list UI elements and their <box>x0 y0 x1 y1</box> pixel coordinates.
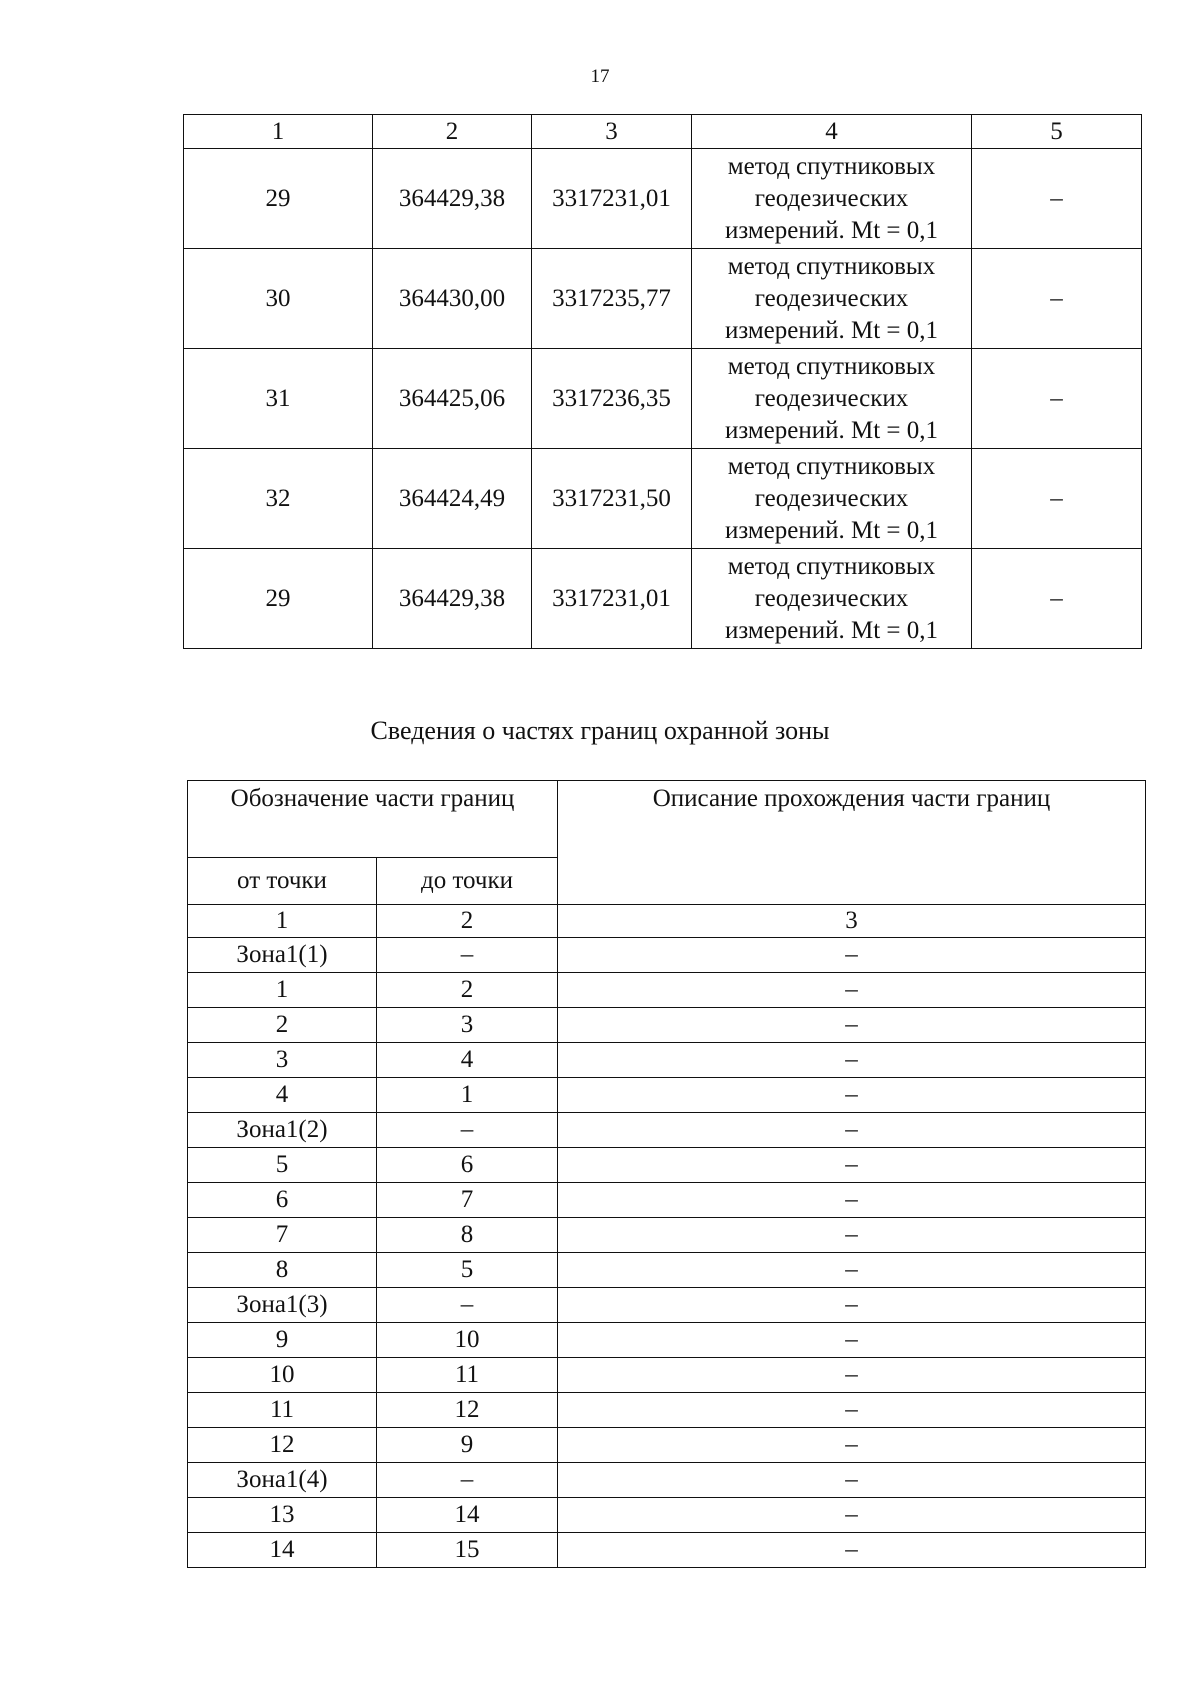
x-coordinate: 364424,49 <box>373 449 532 549</box>
to-point-cell: 8 <box>377 1218 558 1253</box>
column-number-1: 1 <box>184 115 373 149</box>
to-point-cell: 1 <box>377 1078 558 1113</box>
note-cell: – <box>972 449 1142 549</box>
from-point-cell: 3 <box>188 1043 377 1078</box>
table-row <box>188 1253 1146 1288</box>
table-row <box>188 1533 1146 1568</box>
parts-table-body <box>188 938 1146 1568</box>
to-point-cell: 4 <box>377 1043 558 1078</box>
table-row <box>188 1183 1146 1218</box>
to-point-cell: – <box>377 1288 558 1323</box>
to-point-cell: – <box>377 1113 558 1148</box>
description-cell: – <box>558 973 1146 1008</box>
from-point-cell: 6 <box>188 1183 377 1218</box>
method-line: геодезических <box>754 184 909 212</box>
method-line: метод спутниковых <box>727 352 936 380</box>
point-number: 30 <box>184 249 373 349</box>
designation-header: Обозначение части границ <box>188 781 558 858</box>
boundary-parts-table <box>187 780 1146 1568</box>
to-point-cell: 11 <box>377 1358 558 1393</box>
from-point-cell: 1 <box>188 973 377 1008</box>
from-point-cell: 5 <box>188 1148 377 1183</box>
method-line: измерений. Mt = 0,1 <box>724 216 939 244</box>
y-coordinate: 3317236,35 <box>532 349 692 449</box>
method-cell <box>692 149 972 249</box>
coordinates-table <box>183 114 1142 649</box>
description-cell: – <box>558 1253 1146 1288</box>
table-row <box>184 449 1142 549</box>
table-row <box>184 549 1142 649</box>
method-cell <box>692 349 972 449</box>
from-point-cell: Зона1(4) <box>188 1463 377 1498</box>
x-coordinate: 364425,06 <box>373 349 532 449</box>
to-point-cell: 15 <box>377 1533 558 1568</box>
column-number-4: 4 <box>692 115 972 149</box>
table-row <box>188 1463 1146 1498</box>
description-cell: – <box>558 1323 1146 1358</box>
method-line: метод спутниковых <box>727 152 936 180</box>
to-point-cell: 10 <box>377 1323 558 1358</box>
table-row <box>188 1288 1146 1323</box>
method-line: геодезических <box>754 384 909 412</box>
description-cell: – <box>558 1498 1146 1533</box>
method-cell <box>692 549 972 649</box>
description-cell: – <box>558 1183 1146 1218</box>
table-row <box>188 1148 1146 1183</box>
description-cell: – <box>558 938 1146 973</box>
column-numbers-row <box>188 905 1146 938</box>
description-cell: – <box>558 1288 1146 1323</box>
from-point-header: от точки <box>188 858 377 905</box>
table-row <box>184 149 1142 249</box>
from-point-cell: 9 <box>188 1323 377 1358</box>
from-point-cell: Зона1(1) <box>188 938 377 973</box>
description-cell: – <box>558 1113 1146 1148</box>
description-cell: – <box>558 1078 1146 1113</box>
table-row <box>188 1428 1146 1463</box>
method-line: геодезических <box>754 484 909 512</box>
from-point-cell: 12 <box>188 1428 377 1463</box>
point-number: 29 <box>184 149 373 249</box>
from-point-cell: Зона1(2) <box>188 1113 377 1148</box>
column-number-1: 1 <box>188 905 377 938</box>
table-row <box>188 1043 1146 1078</box>
point-number: 32 <box>184 449 373 549</box>
method-line: измерений. Mt = 0,1 <box>724 316 939 344</box>
column-number-2: 2 <box>373 115 532 149</box>
column-number-5: 5 <box>972 115 1142 149</box>
to-point-cell: 2 <box>377 973 558 1008</box>
from-point-cell: 14 <box>188 1533 377 1568</box>
to-point-cell: 5 <box>377 1253 558 1288</box>
point-number: 31 <box>184 349 373 449</box>
table-row <box>188 1113 1146 1148</box>
from-point-cell: 2 <box>188 1008 377 1043</box>
from-point-cell: 11 <box>188 1393 377 1428</box>
to-point-header: до точки <box>377 858 558 905</box>
to-point-cell: 3 <box>377 1008 558 1043</box>
description-cell: – <box>558 1043 1146 1078</box>
method-line: геодезических <box>754 584 909 612</box>
description-cell: – <box>558 1393 1146 1428</box>
method-line: метод спутниковых <box>727 552 936 580</box>
description-header: Описание прохождения части границ <box>558 781 1146 905</box>
note-cell: – <box>972 549 1142 649</box>
table-row <box>184 249 1142 349</box>
table-header-row <box>184 115 1142 149</box>
table-row <box>188 1078 1146 1113</box>
x-coordinate: 364429,38 <box>373 549 532 649</box>
method-line: метод спутниковых <box>727 452 936 480</box>
to-point-cell: 14 <box>377 1498 558 1533</box>
note-cell: – <box>972 249 1142 349</box>
from-point-cell: 10 <box>188 1358 377 1393</box>
table-row <box>188 1393 1146 1428</box>
x-coordinate: 364430,00 <box>373 249 532 349</box>
section-title: Сведения о частях границ охранной зоны <box>370 716 830 745</box>
method-cell <box>692 249 972 349</box>
description-cell: – <box>558 1358 1146 1393</box>
table-row <box>184 349 1142 449</box>
y-coordinate: 3317231,50 <box>532 449 692 549</box>
y-coordinate: 3317231,01 <box>532 149 692 249</box>
to-point-cell: 9 <box>377 1428 558 1463</box>
note-cell: – <box>972 349 1142 449</box>
y-coordinate: 3317235,77 <box>532 249 692 349</box>
to-point-cell: – <box>377 1463 558 1498</box>
note-cell: – <box>972 149 1142 249</box>
description-cell: – <box>558 1218 1146 1253</box>
method-cell <box>692 449 972 549</box>
from-point-cell: Зона1(3) <box>188 1288 377 1323</box>
description-cell: – <box>558 1148 1146 1183</box>
from-point-cell: 7 <box>188 1218 377 1253</box>
column-number-3: 3 <box>532 115 692 149</box>
description-cell: – <box>558 1428 1146 1463</box>
table-header-row <box>188 781 1146 858</box>
column-number-2: 2 <box>377 905 558 938</box>
table-row <box>188 938 1146 973</box>
from-point-cell: 4 <box>188 1078 377 1113</box>
method-line: измерений. Mt = 0,1 <box>724 516 939 544</box>
page-number: 17 <box>590 66 610 87</box>
method-line: измерений. Mt = 0,1 <box>724 416 939 444</box>
description-cell: – <box>558 1463 1146 1498</box>
from-point-cell: 13 <box>188 1498 377 1533</box>
x-coordinate: 364429,38 <box>373 149 532 249</box>
to-point-cell: 6 <box>377 1148 558 1183</box>
table-row <box>188 1218 1146 1253</box>
method-line: метод спутниковых <box>727 252 936 280</box>
point-number: 29 <box>184 549 373 649</box>
column-number-3: 3 <box>558 905 1146 938</box>
from-point-cell: 8 <box>188 1253 377 1288</box>
description-cell: – <box>558 1533 1146 1568</box>
to-point-cell: 12 <box>377 1393 558 1428</box>
y-coordinate: 3317231,01 <box>532 549 692 649</box>
table-row <box>188 1498 1146 1533</box>
table-row <box>188 973 1146 1008</box>
method-line: геодезических <box>754 284 909 312</box>
table-row <box>188 1358 1146 1393</box>
to-point-cell: – <box>377 938 558 973</box>
method-line: измерений. Mt = 0,1 <box>724 616 939 644</box>
table-row <box>188 1323 1146 1358</box>
table-row <box>188 1008 1146 1043</box>
description-cell: – <box>558 1008 1146 1043</box>
to-point-cell: 7 <box>377 1183 558 1218</box>
